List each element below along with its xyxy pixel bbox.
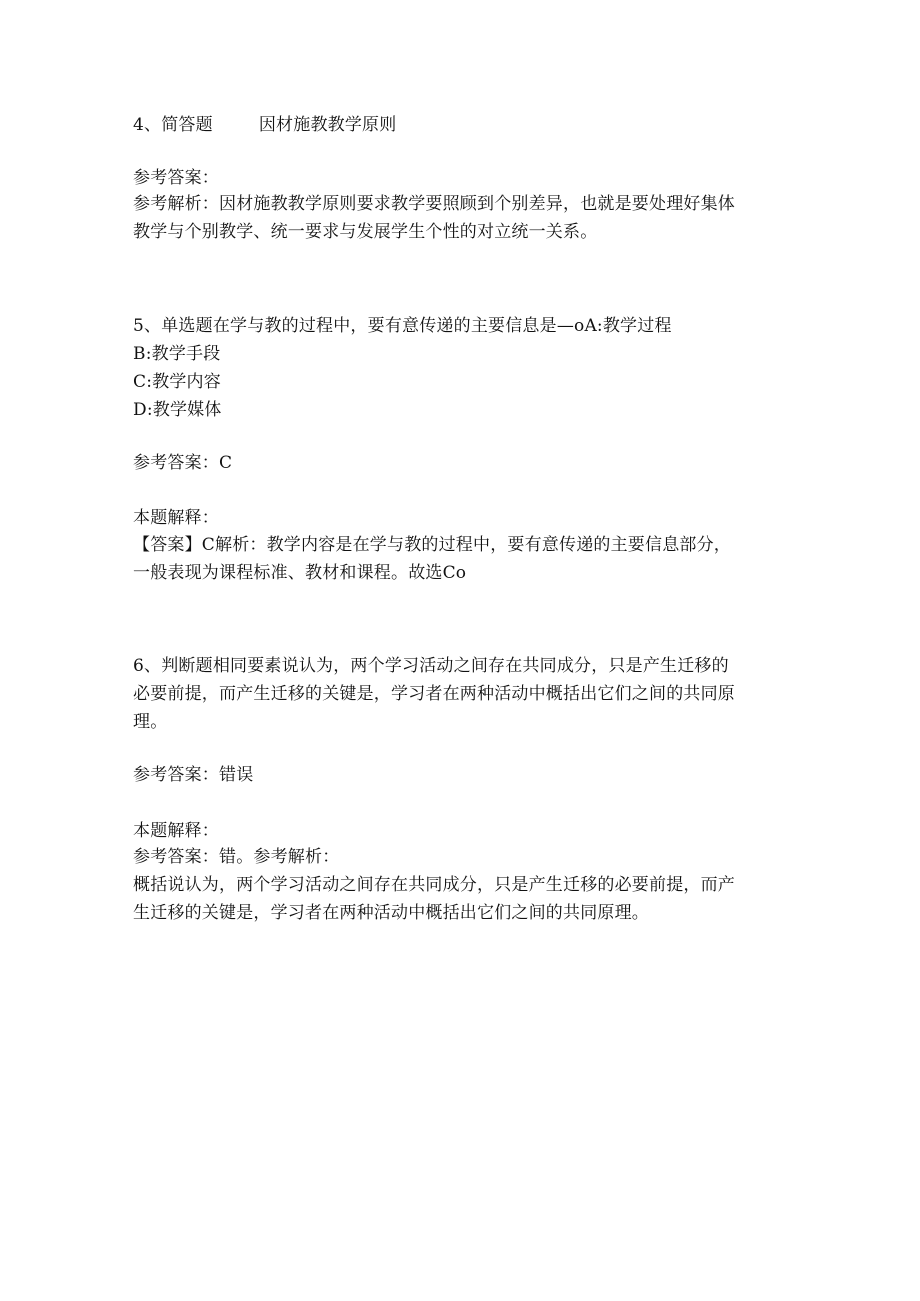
question-4-analysis-line-1: 参考解析：因材施教教学原则要求教学要照顾到个别差异，也就是要处理好集体 [133, 194, 735, 214]
question-4-type: 简答题 [161, 115, 213, 135]
question-5-option-b: B:教学手段 [133, 344, 221, 364]
question-4-analysis-line-2: 教学与个别教学、统一要求与发展学生个性的对立统一关系。 [133, 222, 598, 242]
question-6-stem-line-3: 理。 [133, 712, 168, 732]
question-4-separator: 、 [144, 115, 162, 135]
question-5-answer: 参考答案：C [133, 453, 233, 473]
question-6-explanation-label: 本题解释： [133, 821, 219, 841]
question-6-explanation-line-2: 概括说认为，两个学习活动之间存在共同成分，只是产生迁移的必要前提，而产 [133, 875, 735, 895]
question-4-heading [133, 114, 396, 136]
question-4-number: 4 [133, 115, 145, 135]
question-6-stem-line-2: 必要前提，而产生迁移的关键是，学习者在两种活动中概括出它们之间的共同原 [133, 684, 735, 704]
question-5-explanation-label: 本题解释： [133, 508, 219, 528]
question-5-option-d: D:教学媒体 [133, 400, 222, 420]
question-6-explanation-line-1: 参考答案：错。参考解析： [133, 847, 340, 867]
question-5-explanation-line-1: 【答案】C解析：教学内容是在学与教的过程中，要有意传递的主要信息部分， [133, 535, 732, 555]
question-5-stem: 5、单选题在学与教的过程中，要有意传递的主要信息是—oA:教学过程 [133, 316, 672, 336]
question-6-stem-line-1: 6、判断题相同要素说认为，两个学习活动之间存在共同成分，只是产生迁移的 [133, 656, 729, 676]
question-6-answer: 参考答案：错误 [133, 765, 254, 785]
question-5-explanation-line-2: 一般表现为课程标准、教材和课程。故选Co [133, 563, 467, 583]
question-4-answer-label: 参考答案： [133, 168, 219, 188]
question-6-explanation-line-3: 生迁移的关键是，学习者在两种活动中概括出它们之间的共同原理。 [133, 903, 649, 923]
question-5-option-c: C:教学内容 [133, 372, 221, 392]
question-4-topic: 因材施教教学原则 [258, 115, 397, 135]
